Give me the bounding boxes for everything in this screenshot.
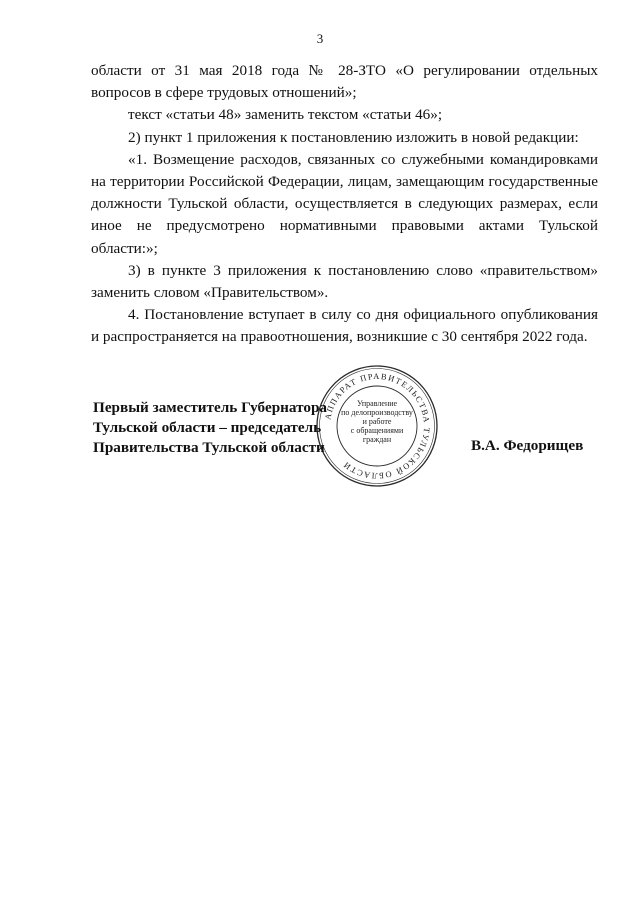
document-body (91, 60, 598, 349)
paragraph-item-3: 3) в пункте 3 приложения к постановлению слово «правительством» заменить словом «Правительством». (91, 261, 598, 302)
signatory-name: В.А. Федорищев (471, 437, 584, 454)
seal-inner-line: граждан (362, 435, 392, 444)
seal-ring-text: АППАРАТ ПРАВИТЕЛЬСТВА ТУЛЬСКОЙ ОБЛАСТИ (323, 371, 432, 481)
seal-inner-line: по делопроизводству (341, 408, 413, 417)
signatory-title-line: Правительства Тульской области (93, 439, 325, 456)
paragraph-replace-article: текст «статьи 48» заменить текстом «статьи 46»; (128, 106, 443, 124)
seal-inner-text (336, 399, 418, 444)
official-seal (314, 363, 440, 489)
seal-inner-line: Управление (356, 399, 398, 408)
signatory-title-line: Тульской области – председатель (93, 419, 322, 436)
page-number: 3 (316, 31, 324, 46)
paragraph-item-4: 4. Постановление вступает в силу со дня официального опубликования и распространяется на правоотношения, возникшие с 30 сентября 2022 года. (91, 306, 598, 346)
signatory-title (93, 398, 327, 458)
paragraph-item-2: 2) пункт 1 приложения к постановлению изложить в новой редакции: (128, 128, 579, 146)
paragraph-quoted-item-1: «1. Возмещение расходов, связанных со служебными командировками на территории Российской Федерации, лицам, замещающим государственные должности Тульской области, осуществляется в следующих размерах, если иное не предусмотрено нормативными правовыми актами Тульской области:»; (91, 150, 598, 257)
seal-inner-line: с обращениями (350, 426, 404, 435)
seal-inner-line: и работе (362, 417, 392, 426)
paragraph-continuation: области от 31 мая 2018 года № 28-ЗТО «О регулировании отдельных вопросов в сфере трудовых отношений»; (91, 62, 598, 102)
signatory-title-line: Первый заместитель Губернатора (93, 399, 327, 416)
